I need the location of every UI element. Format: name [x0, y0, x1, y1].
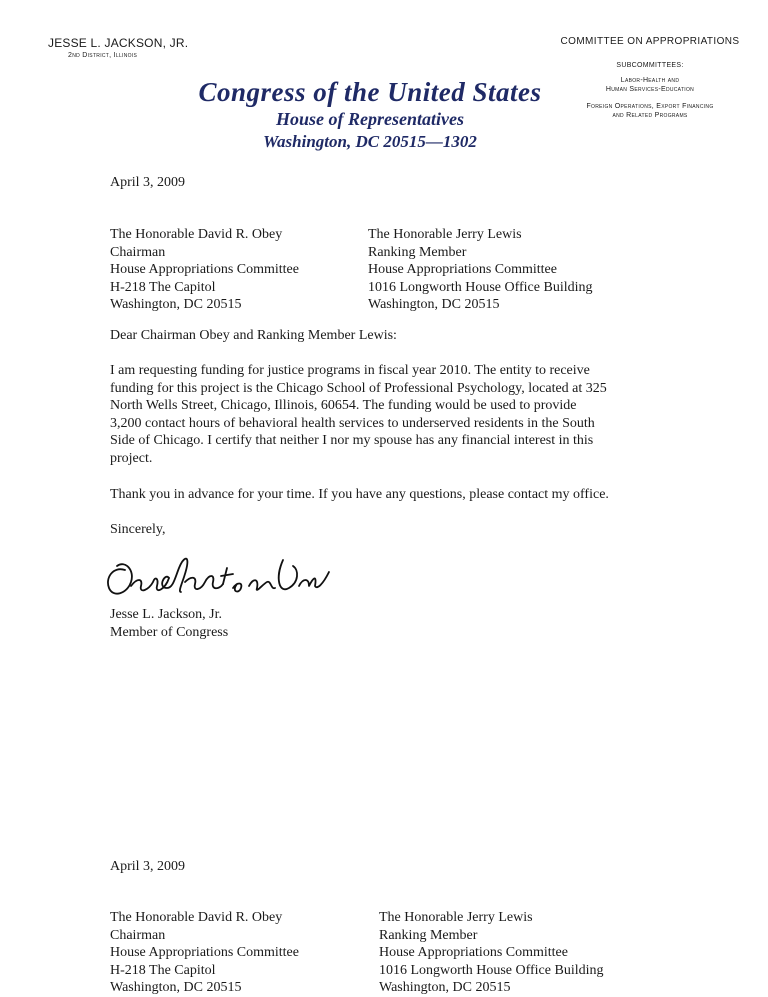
address-line: H-218 The Capitol [110, 962, 216, 978]
recipient-address-obey [110, 226, 299, 314]
subcommittee-line: and Related Programs [612, 112, 688, 119]
closing: Sincerely, [110, 522, 166, 537]
signature-icon [103, 548, 373, 606]
address-line: The Honorable Jerry Lewis [368, 227, 522, 242]
member-district: 2nd District, Illinois [68, 52, 138, 59]
address-line: House Appropriations Committee [110, 945, 299, 960]
address-line: Washington, DC 20515 [379, 980, 511, 995]
body-line: funding for this project is the Chicago School of Professional Psychology, located at 325 [110, 380, 607, 396]
body-line: I am requesting funding for justice programs in fiscal year 2010. The entity to receive [110, 363, 590, 378]
subcommittee-line: Labor-Health and [620, 77, 680, 84]
letter-date-repeat: April 3, 2009 [110, 859, 186, 874]
address-line: House Appropriations Committee [110, 262, 299, 277]
signer-name: Jesse L. Jackson, Jr. [110, 607, 222, 622]
address-line: Ranking Member [368, 244, 467, 260]
address-line: Washington, DC 20515 [110, 980, 242, 995]
address-line: House Appropriations Committee [368, 262, 557, 277]
committee-name: COMMITTEE ON APPROPRIATIONS [560, 36, 740, 47]
body-line: 3,200 contact hours of behavioral health services to underserved residents in the South [110, 415, 595, 431]
recipient-address-lewis-repeat [379, 909, 604, 997]
recipient-address-obey-repeat [110, 909, 299, 997]
masthead-house: House of Representatives [276, 109, 464, 129]
signature [103, 548, 373, 611]
member-name: JESSE L. JACKSON, JR. [48, 36, 189, 50]
thanks-line: Thank you in advance for your time. If you have any questions, please contact my office. [110, 487, 609, 502]
body-line: project. [110, 450, 153, 466]
signer-block [110, 606, 228, 641]
salutation: Dear Chairman Obey and Ranking Member Lewis: [110, 328, 397, 343]
address-line: 1016 Longworth House Office Building [379, 962, 604, 978]
address-line: Ranking Member [379, 927, 478, 943]
body-line: North Wells Street, Chicago, Illinois, 60654. The funding would be used to provide [110, 398, 577, 413]
subcommittee-line: Foreign Operations, Export Financing [586, 103, 714, 110]
address-line: The Honorable David R. Obey [110, 227, 283, 242]
address-line: H-218 The Capitol [110, 279, 216, 295]
body-line: Side of Chicago. I certify that neither I nor my spouse has any financial interest in this [110, 433, 594, 448]
letter-date: April 3, 2009 [110, 175, 186, 190]
address-line: Washington, DC 20515 [110, 297, 242, 312]
subcommittees-label: SUBCOMMITTEES: [616, 62, 684, 69]
recipient-address-lewis [368, 226, 593, 314]
address-line: House Appropriations Committee [379, 945, 568, 960]
address-line: Chairman [110, 244, 166, 260]
address-line: Chairman [110, 927, 166, 943]
address-line: The Honorable Jerry Lewis [379, 910, 533, 925]
address-line: 1016 Longworth House Office Building [368, 279, 593, 295]
masthead-title: Congress of the United States [198, 77, 542, 107]
address-line: Washington, DC 20515 [368, 297, 500, 312]
address-line: The Honorable David R. Obey [110, 910, 283, 925]
signer-title: Member of Congress [110, 624, 229, 640]
body-paragraph [110, 362, 607, 467]
subcommittee-line: Human Services-Education [605, 86, 695, 93]
masthead-address: Washington, DC 20515—1302 [263, 132, 477, 151]
